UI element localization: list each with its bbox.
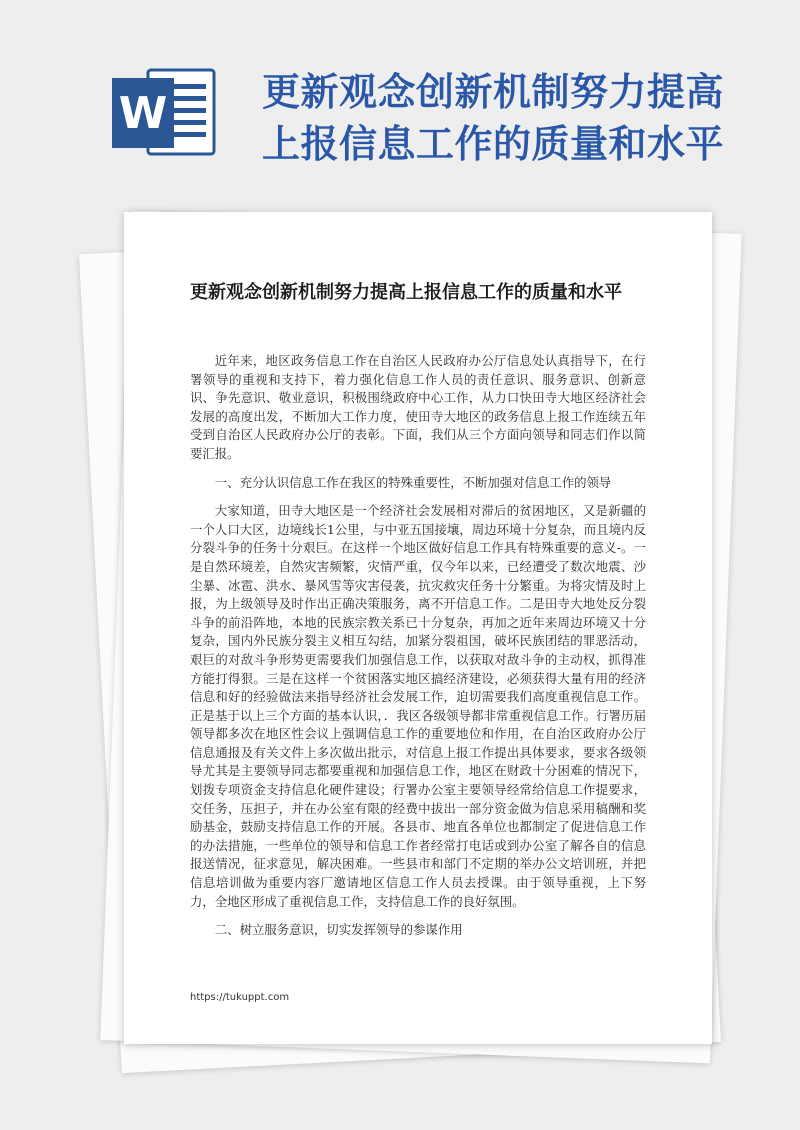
word-document-icon bbox=[112, 64, 220, 160]
paragraph-section-1: 大家知道，田寺大地区是一个经济社会发展相对滞后的贫困地区，又是新疆的一个人口大区，边境线长1公里，与中亚五国接壤，周边环境十分复杂，而且境内反分裂斗争的任务十分艰巨。在这样一个地区做好信息工作具有特殊重要的意义-。一是自然环境差，自然灾害频繁，灾情严重，仅今年以来，已经遭受了数次地震、沙尘暴、冰雹、洪水、暴风雪等灾害侵袭，抗灾救灾任务十分繁重。为将灾情及时上报，为上级领导及时作出正确决策服务，离不开信息工作。二是田寺大地处反分裂斗争的前沿阵地，本地的民族宗教关系已十分复杂，再加之近年来周边环境又十分复杂，国内外民族分裂主义相互勾结，加紧分裂祖国，破坏民族团结的罪恶活动，艰巨的对敌斗争形势更需要我们加强信息工作，以获取对敌斗争的主动权，抓得准方能打得狠。三是在这样一个贫困落实地区搞经济建设，必须获得大量有用的经济信息和好的经验做法来指导经济社会发展工作，迫切需要我们高度重视信息工作。正是基于以上三个方面的基本认识，．我区各级领导都非常重视信息工作。行署历届领导都多次在地区性会议上强调信息工作的重要地位和作用，在自治区政府办公厅信息通报及有关文件上多次做出批示，对信息上报工作提出具体要求，要求各级领导尤其是主要领导同志都要重视和加强信息工作，地区在财政十分困难的情况下，划拨专项资金支持信息化硬件建设；行署办公室主要领导经常给信息工作提要求，交任务，压担子，并在办公室有限的经费中拔出一部分资金做为信息采用稿酬和奖励基金，鼓励支持信息工作的开展。各县市、地直各单位也都制定了促进信息工作的办法措施，一些单位的领导和信息工作者经常打电话或到办公室了解各自的信息报送情况，征求意见，解决困难。一些县市和部门不定期的举办公文培训班，并把信息培训做为重要内容厂邀请地区信息工作人员去授课。由于领导重视，上下努力，全地区形成了重视信息工作，支持信息工作的良好氛围。 bbox=[190, 503, 646, 909]
page-header bbox=[0, 0, 800, 200]
document-body bbox=[190, 352, 646, 950]
section-heading-2: 二、树立服务意识，切实发挥领导的参谋作用 bbox=[214, 922, 463, 938]
document-title: 更新观念创新机制努力提高上报信息工作的质量和水平 bbox=[190, 282, 622, 303]
header-title: 更新观念创新机制努力提高上报信息工作的质量和水平 bbox=[262, 70, 725, 166]
section-heading-1: 一、充分认识信息工作在我区的特殊重要性，不断加强对信息工作的领导 bbox=[214, 474, 612, 490]
footer-url: https://tukuppt.com bbox=[190, 992, 290, 1003]
paragraph-intro: 近年来，地区政务信息工作在自治区人民政府办公厅信息处认真指导下，在行署领导的重视和支持下，着力强化信息工作人员的责任意识、服务意识、创新意识、争先意识、敬业意识，积极围绕政府中心工作，从力口快田寺大地区经济社会发展的高度出发，不断加大工作力度，使田寺大地区的政务信息上报工作连续五年受到自治区人民政府办公厅的表彰。下面，我们从三个方面向领导和同志们作以简要汇报。 bbox=[190, 353, 646, 461]
word-icon-letter: W bbox=[118, 88, 168, 139]
document-page bbox=[124, 212, 712, 1044]
